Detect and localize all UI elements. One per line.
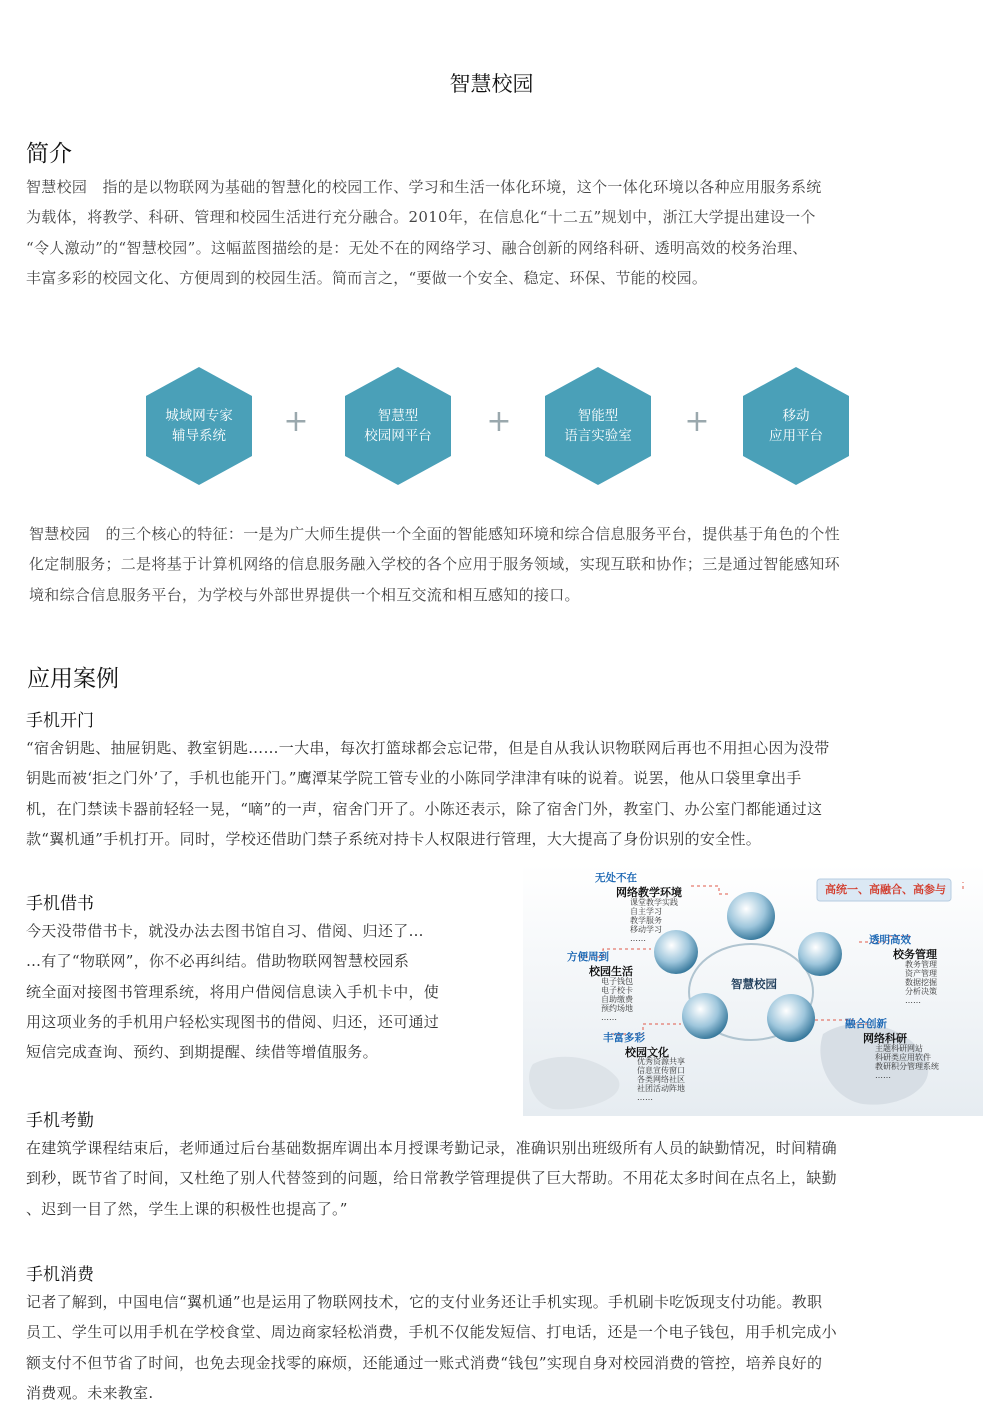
hexagon-label: 移动 [782,408,810,424]
attendance-paragraph [26,1133,966,1224]
admin-ball-icon [798,932,842,976]
network-teaching-ball-icon [727,892,775,940]
diagram-group-title: 网络教学环境 [616,886,682,899]
features-paragraph [29,519,964,610]
diagram-item: 社团活动阵地 [637,1084,685,1093]
diagram-item: 信息宣传窗口 [637,1066,685,1075]
door-line: 机，在门禁读卡器前轻轻一晃，“嘀”的一声，宿舍门开了。小陈还表示，除了宿舍门外，教室门、办公室门都能通过这 [26,799,823,818]
borrow-line: 用这项业务的手机用户轻松实现图书的借阅、归还，还可通过 [26,1012,440,1031]
diagram-item: 自助缴费 [601,995,633,1004]
diagram-item: 预约场地 [601,1004,633,1013]
borrow-line: 统全面对接图书管理系统，将用户借阅信息读入手机卡中，使 [26,982,440,1001]
intro-paragraph [26,172,961,293]
diagram-item-list [630,898,678,943]
diagram-item: 资产管理 [905,969,937,978]
page-title: 智慧校园 [449,72,534,96]
hexagon-label: 城域网专家 [165,408,233,424]
borrow-paragraph [26,916,511,1067]
diagram-item-list [875,1044,939,1080]
diagram-group-title: 网络科研 [863,1032,907,1045]
diagram-tag: 方便周到 [567,951,609,963]
borrow-heading: 手机借书 [26,894,94,914]
intro-heading: 简介 [26,141,72,167]
hexagon-language-lab [542,365,654,487]
research-ball-icon [767,994,815,1042]
diagram-item: 科研类应用软件 [875,1053,931,1062]
hexagon-mobile-platform [740,365,852,487]
hexagon-label: 应用平台 [769,428,823,444]
hexagon-label: 智慧型 [377,408,419,424]
consume-line: 记者了解到，中国电信“翼机通”也是运用了物联网技术，它的支付业务还让手机实现。手机刷卡吃饭现支付功能。教职 [26,1293,823,1311]
door-line: 钥匙而被‘拒之门外’了，手机也能开门。”鹰潭某学院工管专业的小陈同学津津有味的说着。说罢，他从口袋里拿出手 [26,769,802,788]
features-line: 境和综合信息服务平台，为学校与外部世界提供一个相互交流和相互感知的接口。 [29,585,580,604]
attendance-line: 、迟到一目了然，学生上课的积极性也提高了。” [26,1199,348,1218]
door-paragraph [26,733,966,854]
features-line: 智慧校园 的三个核心的特征：一是为广大师生提供一个全面的智能感知环境和综合信息服务平台，提供基于角色的个性 [29,525,840,543]
hexagon-smart-campus-net [342,365,454,487]
diagram-item: 分析决策 [905,987,937,996]
hexagon-label: 智能型 [577,408,619,424]
cases-heading: 应用案例 [27,666,119,692]
diagram-item: 课堂教学实践 [630,898,678,907]
plus-icon: + [486,404,512,439]
diagram-group-title: 校园文化 [625,1046,669,1059]
diagram-banner: 高统一、高融合、高参与 [825,883,946,896]
door-heading: 手机开门 [26,711,94,731]
diagram-item: …… [875,1071,891,1080]
diagram-item-list [601,977,633,1022]
diagram-item: …… [637,1093,653,1102]
smart-campus-diagram [523,864,983,1116]
attendance-heading: 手机考勤 [26,1111,94,1131]
attendance-line: 在建筑学课程结束后，老师通过后台基础数据库调出本月授课考勤记录，准确识别出班级所有人员的缺勤情况，时间精确 [26,1139,837,1157]
diagram-item: …… [601,1013,617,1022]
intro-line: 智慧校园 指的是以物联网为基础的智慧化的校园工作、学习和生活一体化环境，这个一体化环境以各种应用服务系统 [26,178,822,196]
hexagon-label: 辅导系统 [172,428,226,444]
diagram-item: 电子校卡 [601,986,633,995]
diagram-item: 教务管理 [905,960,937,969]
door-line: 款“翼机通”手机打开。同时，学校还借助门禁子系统对持卡人权限进行管理，大大提高了身份识别的安全性。 [26,829,762,848]
borrow-line: 短信完成查询、预约、到期提醒、续借等增值服务。 [26,1043,378,1062]
hexagon-label: 语言实验室 [564,428,632,444]
hexagon-label: 校园网平台 [364,428,432,444]
borrow-line: 今天没带借书卡，就没办法去图书馆自习、借阅、归还了… [26,922,424,940]
diagram-item: 自主学习 [630,907,662,916]
diagram-tag: 透明高效 [869,934,911,946]
consume-line: 额支付不但节省了时间，也免去现金找零的麻烦，还能通过一账式消费“钱包”实现自身对校园消费的管控，培养良好的 [26,1353,823,1372]
diagram-item-list [637,1057,685,1102]
consume-line: 消费观。未来教室. [26,1383,154,1402]
diagram-group-title: 校务管理 [893,948,937,961]
intro-line: “令人激动”的“智慧校园”。这幅蓝图描绘的是：无处不在的网络学习、融合创新的网络科研、透明高效的校务治理、 [26,238,808,257]
attendance-line: 到秒，既节省了时间，又杜绝了别人代替签到的问题，给日常教学管理提供了巨大帮助。不用花太多时间在点名上，缺勤 [26,1169,837,1188]
borrow-line: …有了“物联网”，你不必再纠结。借助物联网智慧校园系 [26,952,410,971]
diagram-center-label: 智慧校园 [731,977,777,991]
hexagon-metro-expert [143,365,255,487]
diagram-item: 移动学习 [630,925,662,934]
consume-paragraph [26,1287,966,1408]
intro-line: 丰富多彩的校园文化、方便周到的校园生活。简而言之，“要做一个安全、稳定、环保、节能的校园。 [26,268,708,287]
consume-heading: 手机消费 [26,1265,94,1285]
diagram-item: …… [630,934,646,943]
diagram-item: …… [905,996,921,1005]
diagram-item-list [905,960,937,1005]
culture-ball-icon [682,993,728,1039]
diagram-tag: 丰富多彩 [603,1032,645,1044]
diagram-tag: 融合创新 [845,1018,887,1030]
intro-line: 为载体，将教学、科研、管理和校园生活进行充分融合。2010年，在信息化“十二五”规划中，浙江大学提出建设一个 [26,208,816,227]
door-line: “宿舍钥匙、抽屉钥匙、教室钥匙……一大串，每次打篮球都会忘记带，但是自从我认识物联网后再也不用担心因为没带 [26,739,830,757]
diagram-item: 数据挖掘 [905,978,937,987]
diagram-item: 教学服务 [630,916,662,925]
consume-line: 员工、学生可以用手机在学校食堂、周边商家轻松消费，手机不仅能发短信、打电话，还是一个电子钱包，用手机完成小 [26,1323,837,1342]
diagram-item: 优秀资源共享 [637,1057,685,1066]
diagram-item: 主题科研网站 [875,1044,923,1053]
diagram-item: 各类网络社区 [637,1075,685,1084]
diagram-item: 电子钱包 [601,977,633,986]
features-line: 化定制服务；二是将基于计算机网络的信息服务融入学校的各个应用于服务领域，实现互联和协作；三是通过智能感知环 [29,555,840,574]
diagram-tag: 无处不在 [595,872,637,884]
diagram-group-title: 校园生活 [589,965,633,978]
plus-icon: + [684,404,710,439]
diagram-item: 教研积分管理系统 [875,1062,939,1071]
plus-icon: + [283,404,309,439]
